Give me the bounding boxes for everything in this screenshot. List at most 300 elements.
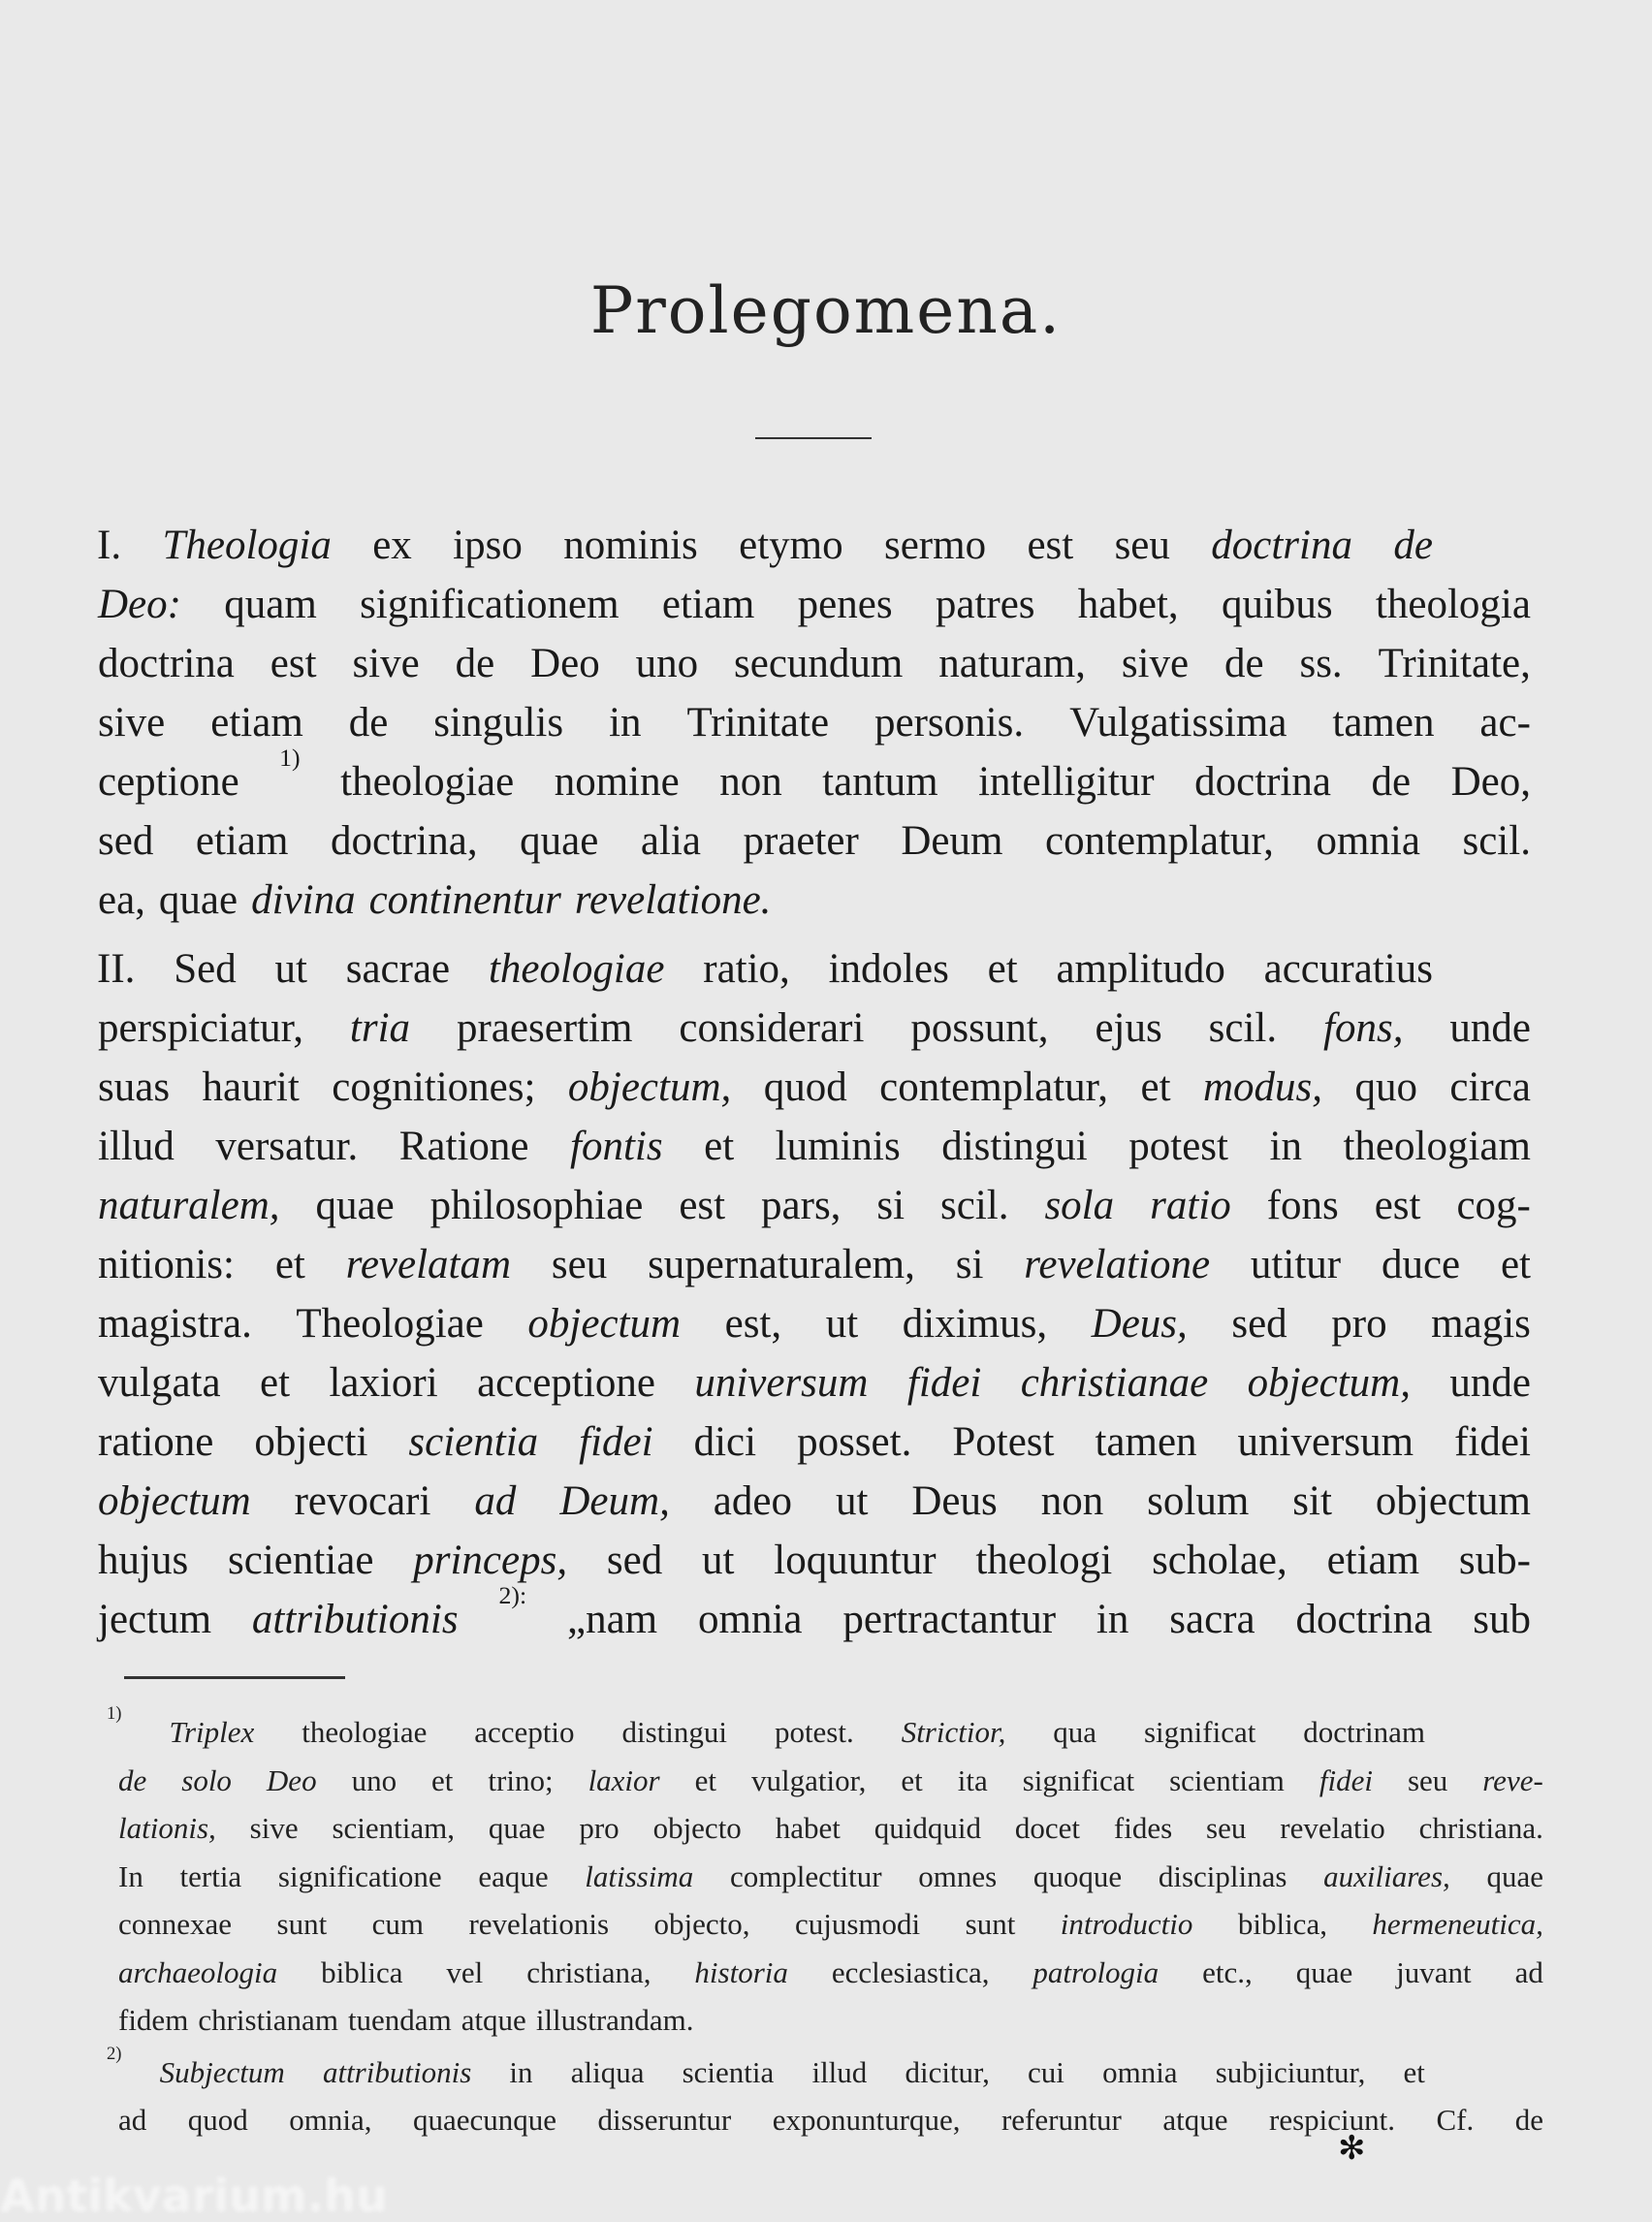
word: Potest (952, 1419, 1055, 1465)
italic-word: fidei (906, 1360, 982, 1406)
word: In (118, 1858, 143, 1893)
text-line (98, 1581, 1531, 1644)
word: etc., (1202, 1954, 1253, 1989)
word: cognitiones; (332, 1064, 536, 1110)
word: alia (640, 818, 701, 864)
italic-word: reve- (1482, 1762, 1543, 1797)
text-line (98, 640, 1531, 688)
word: philosophiae (429, 1183, 644, 1228)
word: laxiori (329, 1360, 438, 1406)
word: contemplatur, (1045, 818, 1274, 864)
italic-word: patrologia (1032, 1954, 1160, 1989)
italic-word: continentur (368, 877, 561, 923)
footnote-line (118, 1954, 1543, 1991)
word: juvant (1396, 1954, 1472, 1989)
word: hujus (98, 1538, 189, 1583)
word: ac- (1479, 700, 1531, 746)
word: aliqua (570, 2054, 645, 2089)
footnote-marker: 1) (107, 1703, 122, 1724)
word: duce (1381, 1242, 1461, 1287)
word: habet (775, 1811, 841, 1845)
word: christianam (198, 2003, 338, 2037)
word: universum (1237, 1419, 1414, 1465)
word: sive (249, 1811, 299, 1845)
word: in (509, 2054, 533, 2089)
word: possunt, (910, 1005, 1049, 1051)
word: sub (1473, 1597, 1531, 1642)
italic-word: latissima (585, 1858, 694, 1893)
word: docet (1014, 1811, 1080, 1845)
word: et (1140, 1064, 1171, 1110)
italic-word: naturalem, (98, 1183, 280, 1228)
word: cog- (1456, 1183, 1531, 1228)
italic-word: princeps, (413, 1538, 568, 1583)
italic-word: attributionis (322, 2054, 472, 2089)
word: considerari (679, 1005, 865, 1051)
word: versatur. (215, 1124, 359, 1169)
word: non (719, 759, 782, 805)
text-line (98, 1182, 1531, 1230)
word: doctrinam (1303, 1715, 1425, 1749)
ornament-mark: ✻ (1338, 2131, 1366, 2167)
word: significat (1022, 1762, 1135, 1797)
word: quae (158, 877, 238, 923)
word: quae (1486, 1858, 1543, 1893)
word: quam (224, 582, 317, 627)
word: suas (98, 1064, 171, 1110)
word: loquuntur (774, 1538, 937, 1583)
word: complectitur (729, 1858, 882, 1893)
word: ut (274, 946, 307, 992)
footnote-line (118, 1810, 1543, 1847)
italic-word: tria (349, 1005, 411, 1051)
word: est (679, 1183, 726, 1228)
word: Deo (530, 641, 600, 686)
word: sub- (1458, 1538, 1531, 1583)
word: omnia, (289, 2103, 372, 2137)
word: quibus (1221, 582, 1333, 627)
word: de (1514, 2103, 1543, 2137)
text-line (98, 1123, 1531, 1171)
word: et (274, 1242, 305, 1287)
word: etiam (195, 818, 289, 864)
word: theologiae (302, 1715, 428, 1749)
italic-word: Theologia (162, 523, 332, 568)
word: de (1223, 641, 1264, 686)
word: fidem (118, 2003, 189, 2037)
word: sive (1121, 641, 1190, 686)
word: cum (371, 1907, 425, 1941)
word: nitionis: (98, 1242, 235, 1287)
word: respiciunt. (1269, 2103, 1395, 2137)
text-line (98, 744, 1531, 807)
italic-word: Deo (266, 1762, 317, 1797)
word: fidei (1454, 1419, 1531, 1465)
text-line (98, 1418, 1531, 1467)
word: christiana, (526, 1954, 651, 1989)
word: objecti (254, 1419, 368, 1465)
word: posset. (797, 1419, 912, 1465)
word: etymo (739, 523, 843, 568)
italic-word: Strictior, (901, 1715, 1006, 1749)
word: quod (187, 2103, 248, 2137)
word: illud (98, 1124, 175, 1169)
text-line (98, 1359, 1531, 1408)
word: nominis (563, 523, 698, 568)
word: atque (1162, 2103, 1228, 2137)
word: revocari (294, 1478, 431, 1524)
word: illustrandam. (535, 2003, 694, 2037)
word: Sed (174, 946, 237, 992)
word: ratio, (703, 946, 790, 992)
word: trino; (488, 1762, 554, 1797)
italic-word: objectum (98, 1478, 251, 1524)
word: Cf. (1436, 2103, 1475, 2137)
footnote-line (0, 2043, 1425, 2091)
word: scientiam (1169, 1762, 1285, 1797)
word: quae (1295, 1954, 1353, 1989)
word: et (259, 1360, 291, 1406)
word: sed (1231, 1301, 1287, 1347)
word: sive (352, 641, 420, 686)
word: ea, (98, 877, 145, 923)
word: distingui (941, 1124, 1088, 1169)
word: ut (825, 1301, 859, 1347)
word: de (1371, 759, 1412, 805)
text-line (98, 1537, 1531, 1585)
word: omnia (1102, 2054, 1178, 2089)
word: theologi (975, 1538, 1113, 1583)
word: ejus (1095, 1005, 1162, 1051)
word: unde (1449, 1360, 1531, 1406)
italic-word: doctrina (1211, 523, 1352, 568)
word: jectum (98, 1597, 212, 1642)
word: Vulgatissima (1069, 700, 1287, 746)
word: et (704, 1124, 735, 1169)
title-divider (755, 437, 872, 439)
text-line (98, 1241, 1531, 1289)
word: objectum (1375, 1478, 1531, 1524)
word: et (431, 1762, 454, 1797)
word: acceptione (477, 1360, 655, 1406)
word: etiam (210, 700, 303, 746)
footnote-marker: 2): (498, 1581, 527, 1609)
word: acceptio (474, 1715, 575, 1749)
italic-word: laxior (588, 1762, 660, 1797)
word: in (1269, 1124, 1302, 1169)
word: Deo, (1450, 759, 1531, 805)
italic-word: introductio (1060, 1907, 1193, 1941)
footnote-line (118, 2102, 1543, 2139)
word: vel (446, 1954, 484, 1989)
word: pars, (761, 1183, 842, 1228)
word: contemplatur, (879, 1064, 1109, 1110)
text-line (98, 699, 1531, 747)
word: et (1500, 1242, 1531, 1287)
word: fides (1113, 1811, 1173, 1845)
italic-word: lationis, (118, 1811, 216, 1845)
word: tertia (179, 1858, 242, 1893)
word: vulgata (98, 1360, 221, 1406)
word: est (270, 641, 317, 686)
word: circa (1449, 1064, 1531, 1110)
word: ex (372, 523, 412, 568)
text-line (98, 817, 1531, 866)
word: ratione (98, 1419, 214, 1465)
text-line (0, 522, 1433, 570)
footnote-line (118, 1906, 1543, 1943)
italic-word: attributionis (251, 1597, 459, 1642)
word: ut (702, 1538, 735, 1583)
word: cui (1028, 2054, 1064, 2089)
word: non (1040, 1478, 1104, 1524)
word: Deum (901, 818, 1003, 864)
word: uno (635, 641, 699, 686)
word: distingui (621, 1715, 727, 1749)
word: secundum (734, 641, 904, 686)
text-line (0, 945, 1433, 994)
word: scientiae (228, 1538, 374, 1583)
word: tuendam (347, 2003, 452, 2037)
word: potest (1128, 1124, 1228, 1169)
word: significat (1143, 1715, 1256, 1749)
word: quae (315, 1183, 395, 1228)
word: si (955, 1242, 984, 1287)
word: doctrina (1295, 1597, 1433, 1642)
word: doctrina, (330, 818, 478, 864)
word: „nam (567, 1597, 658, 1642)
word: disseruntur (597, 2103, 732, 2137)
word: perspiciatur, (98, 1005, 303, 1051)
word: et (694, 1762, 716, 1797)
word: de (455, 641, 495, 686)
footnote-marker: 2) (107, 2043, 122, 2064)
word: etiam (1326, 1538, 1420, 1583)
page-title: Prolegomena. (589, 273, 1063, 348)
italic-word: scientia (408, 1419, 539, 1465)
word: tamen (1332, 700, 1435, 746)
footnote-line (118, 2002, 1543, 2039)
watermark: Antikvarium.hu (0, 2170, 388, 2222)
word: seu (1114, 523, 1170, 568)
italic-word: ad (474, 1478, 517, 1524)
word: sermo (883, 523, 987, 568)
word: est, (724, 1301, 782, 1347)
italic-word: Subjectum (159, 2054, 285, 2089)
text-line (98, 1477, 1531, 1526)
word: diximus, (902, 1301, 1048, 1347)
word: connexae (118, 1907, 233, 1941)
text-line (98, 1300, 1531, 1349)
word: supernaturalem, (648, 1242, 915, 1287)
word: seu (551, 1242, 608, 1287)
word: ipso (453, 523, 523, 568)
italic-word: hermeneutica, (1372, 1907, 1543, 1941)
text-line (98, 876, 1531, 925)
word: christiana. (1418, 1811, 1543, 1845)
word: fons (1266, 1183, 1339, 1228)
word: et (1403, 2054, 1425, 2089)
word: significationem (360, 582, 620, 627)
italic-word: ratio (1150, 1183, 1231, 1228)
word: ceptione (98, 759, 239, 805)
text-line (98, 581, 1531, 629)
word: omnia (1316, 818, 1420, 864)
word: II. (97, 946, 136, 992)
word: patres (935, 582, 1035, 627)
word: in (609, 700, 642, 746)
word: ita (957, 1762, 988, 1797)
word: scil. (940, 1183, 1009, 1228)
word: ad (118, 2103, 147, 2137)
word: quae (520, 818, 599, 864)
italic-word: Deus, (1091, 1301, 1188, 1347)
italic-word: modus, (1202, 1064, 1323, 1110)
word: personis. (874, 700, 1025, 746)
word: scientia (682, 2054, 775, 2089)
word: magistra. (98, 1301, 252, 1347)
word: quaecunque (412, 2103, 557, 2137)
footnote-line (118, 1858, 1543, 1895)
word: quae (488, 1811, 546, 1845)
footnote-divider (124, 1676, 345, 1679)
word: adeo (713, 1478, 792, 1524)
word: theologiae (340, 759, 515, 805)
word: revelationis (468, 1907, 610, 1941)
word: quod (763, 1064, 847, 1110)
text-line (98, 1004, 1531, 1053)
word: indoles (828, 946, 949, 992)
word: scil. (1208, 1005, 1278, 1051)
italic-word: divina (251, 877, 356, 923)
word: nomine (554, 759, 680, 805)
italic-word: theologiae (488, 946, 665, 992)
word: pro (1331, 1301, 1387, 1347)
word: I. (97, 523, 122, 568)
word: de (348, 700, 389, 746)
word: uno (351, 1762, 397, 1797)
word: quidquid (874, 1811, 981, 1845)
word: atque (461, 2003, 526, 2037)
word: ss. (1299, 641, 1343, 686)
word: habet, (1077, 582, 1179, 627)
word: sit (1292, 1478, 1332, 1524)
word: revelatio (1280, 1811, 1385, 1845)
italic-word: christianae (1020, 1360, 1209, 1406)
word: referuntur (1001, 2103, 1122, 2137)
word: pro (579, 1811, 620, 1845)
word: sacra (1169, 1597, 1255, 1642)
italic-word: objectum, (567, 1064, 732, 1110)
word: et (901, 1762, 923, 1797)
italic-word: revelatione. (574, 877, 772, 923)
word: utitur (1250, 1242, 1342, 1287)
word: illud (811, 2054, 868, 2089)
word: singulis (433, 700, 564, 746)
word: doctrina (98, 641, 235, 686)
word: biblica (321, 1954, 403, 1989)
italic-word: revelatam (345, 1242, 512, 1287)
word: haurit (202, 1064, 300, 1110)
word: scientiam, (332, 1811, 456, 1845)
word: Trinitate, (1378, 641, 1531, 686)
word: subjiciuntur, (1215, 2054, 1366, 2089)
word: potest. (774, 1715, 854, 1749)
italic-word: fontis (570, 1124, 663, 1169)
word: et (987, 946, 1018, 992)
italic-word: solo (181, 1762, 232, 1797)
word: exponunturque, (772, 2103, 961, 2137)
italic-word: archaeologia (118, 1954, 278, 1989)
word: doctrina (1194, 759, 1332, 805)
word: dici (693, 1419, 757, 1465)
word: sed (98, 818, 154, 864)
word: seu (1407, 1762, 1448, 1797)
word: ut (835, 1478, 869, 1524)
word: si (876, 1183, 905, 1228)
word: significatione (277, 1858, 442, 1893)
word: theologiam (1343, 1124, 1531, 1169)
word: ecclesiastica, (831, 1954, 990, 1989)
word: sive (98, 700, 166, 746)
word: quoque (1032, 1858, 1123, 1893)
word: pertractantur (842, 1597, 1057, 1642)
word: intelligitur (978, 759, 1155, 805)
word: disciplinas (1158, 1858, 1287, 1893)
italic-word: de (1393, 523, 1433, 568)
word: naturam, (938, 641, 1086, 686)
word: est (1027, 523, 1074, 568)
word: magis (1431, 1301, 1531, 1347)
footnote-line (0, 1703, 1425, 1751)
word: sunt (965, 1907, 1016, 1941)
word: cujusmodi (795, 1907, 921, 1941)
italic-word: de (118, 1762, 147, 1797)
footnote-line (118, 1762, 1543, 1799)
italic-word: Deum, (559, 1478, 670, 1524)
italic-word: objectum, (1247, 1360, 1411, 1406)
word: Deus (911, 1478, 998, 1524)
italic-word: revelatione (1024, 1242, 1211, 1287)
word: objecto (652, 1811, 742, 1845)
word: sacrae (345, 946, 451, 992)
word: unde (1449, 1005, 1531, 1051)
word: tantum (822, 759, 938, 805)
word: objecto, (653, 1907, 750, 1941)
italic-word: Deo: (98, 582, 181, 627)
italic-word: sola (1044, 1183, 1115, 1228)
italic-word: auxiliares, (1323, 1858, 1450, 1893)
word: omnia (698, 1597, 803, 1642)
word: solum (1147, 1478, 1250, 1524)
word: Theologiae (296, 1301, 484, 1347)
italic-word: objectum (527, 1301, 682, 1347)
italic-word: historia (694, 1954, 788, 1989)
word: praesertim (456, 1005, 633, 1051)
word: biblica, (1237, 1907, 1327, 1941)
word: Ratione (398, 1124, 529, 1169)
italic-word: fons, (1323, 1005, 1404, 1051)
word: sunt (276, 1907, 328, 1941)
word: Trinitate (686, 700, 830, 746)
word: ad (1514, 1954, 1543, 1989)
word: omnes (918, 1858, 998, 1893)
word: scil. (1462, 818, 1531, 864)
word: luminis (775, 1124, 901, 1169)
word: qua (1053, 1715, 1097, 1749)
italic-word: Triplex (169, 1715, 255, 1749)
footnote-marker: 1) (279, 744, 301, 772)
